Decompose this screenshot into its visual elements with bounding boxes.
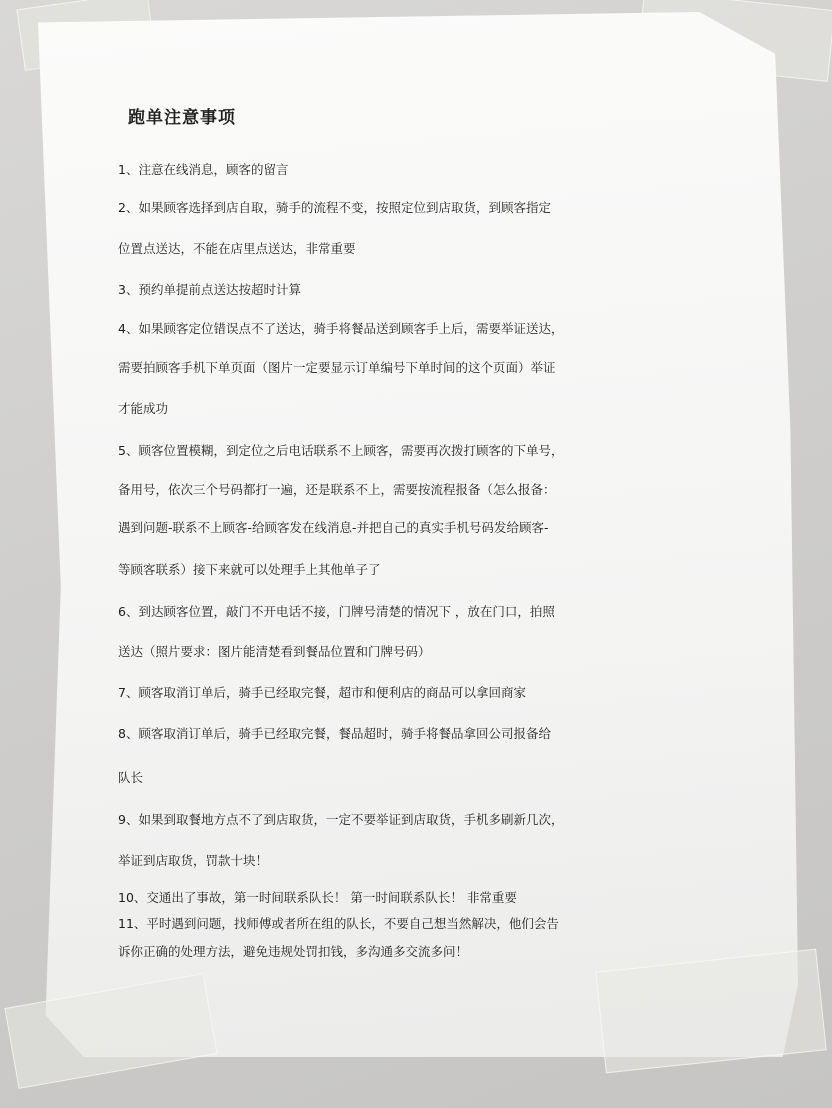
line-9: 备用号，依次三个号码都打一遍，还是联系不上，需要按流程报备（怎么报备： [118, 482, 556, 497]
line-3: 位置点送达，不能在店里点送达，非常重要 [118, 241, 356, 256]
line-18: 举证到店取货，罚款十块！ [118, 853, 269, 868]
line-15: 8、顾客取消订单后，骑手已经取完餐，餐品超时，骑手将餐品拿回公司报备给 [118, 726, 551, 741]
line-17: 9、如果到取餐地方点不了到店取货，一定不要举证到店取货，手机多刷新几次， [118, 812, 564, 827]
tape-bottom-right [595, 949, 826, 1074]
line-12: 6、到达顾客位置，敲门不开电话不接，门牌号清楚的情况下 ，放在门口，拍照 [118, 604, 555, 619]
line-1: 1、注意在线消息，顾客的留言 [118, 162, 289, 177]
line-21: 诉你正确的处理方法，避免违规处罚扣钱，多沟通多交流多问！ [118, 944, 469, 959]
line-8: 5、顾客位置模糊，到定位之后电话联系不上顾客，需要再次拨打顾客的下单号， [118, 443, 564, 458]
line-5: 4、如果顾客定位错误点不了送达，骑手将餐品送到顾客手上后，需要举证送达， [118, 321, 564, 336]
line-7: 才能成功 [118, 401, 169, 416]
line-13: 送达（照片要求：图片能清楚看到餐品位置和门牌号码） [118, 644, 431, 659]
line-14: 7、顾客取消订单后，骑手已经取完餐，超市和便利店的商品可以拿回商家 [118, 685, 526, 700]
tape-bottom-left [4, 973, 217, 1089]
line-6: 需要拍顾客手机下单页面（图片一定要显示订单编号下单时间的这个页面）举证 [118, 360, 556, 375]
line-4: 3、预约单提前点送达按超时计算 [118, 282, 301, 297]
line-16: 队长 [118, 770, 144, 785]
line-2: 2、如果顾客选择到店自取，骑手的流程不变，按照定位到店取货，到顾客指定 [118, 200, 551, 215]
line-20: 11、平时遇到问题，找师傅或者所在组的队长，不要自己想当然解决，他们会告 [118, 916, 559, 931]
notice-document [118, 103, 678, 962]
line-19: 10、交通出了事故，第一时间联系队长！ 第一时间联系队长！ 非常重要 [118, 890, 517, 905]
line-10: 遇到问题-联系不上顾客-给顾客发在线消息-并把自己的真实手机号码发给顾客- [118, 520, 549, 535]
document-title: 跑单注意事项 [128, 108, 236, 128]
line-11: 等顾客联系）接下来就可以处理手上其他单子了 [118, 562, 381, 577]
